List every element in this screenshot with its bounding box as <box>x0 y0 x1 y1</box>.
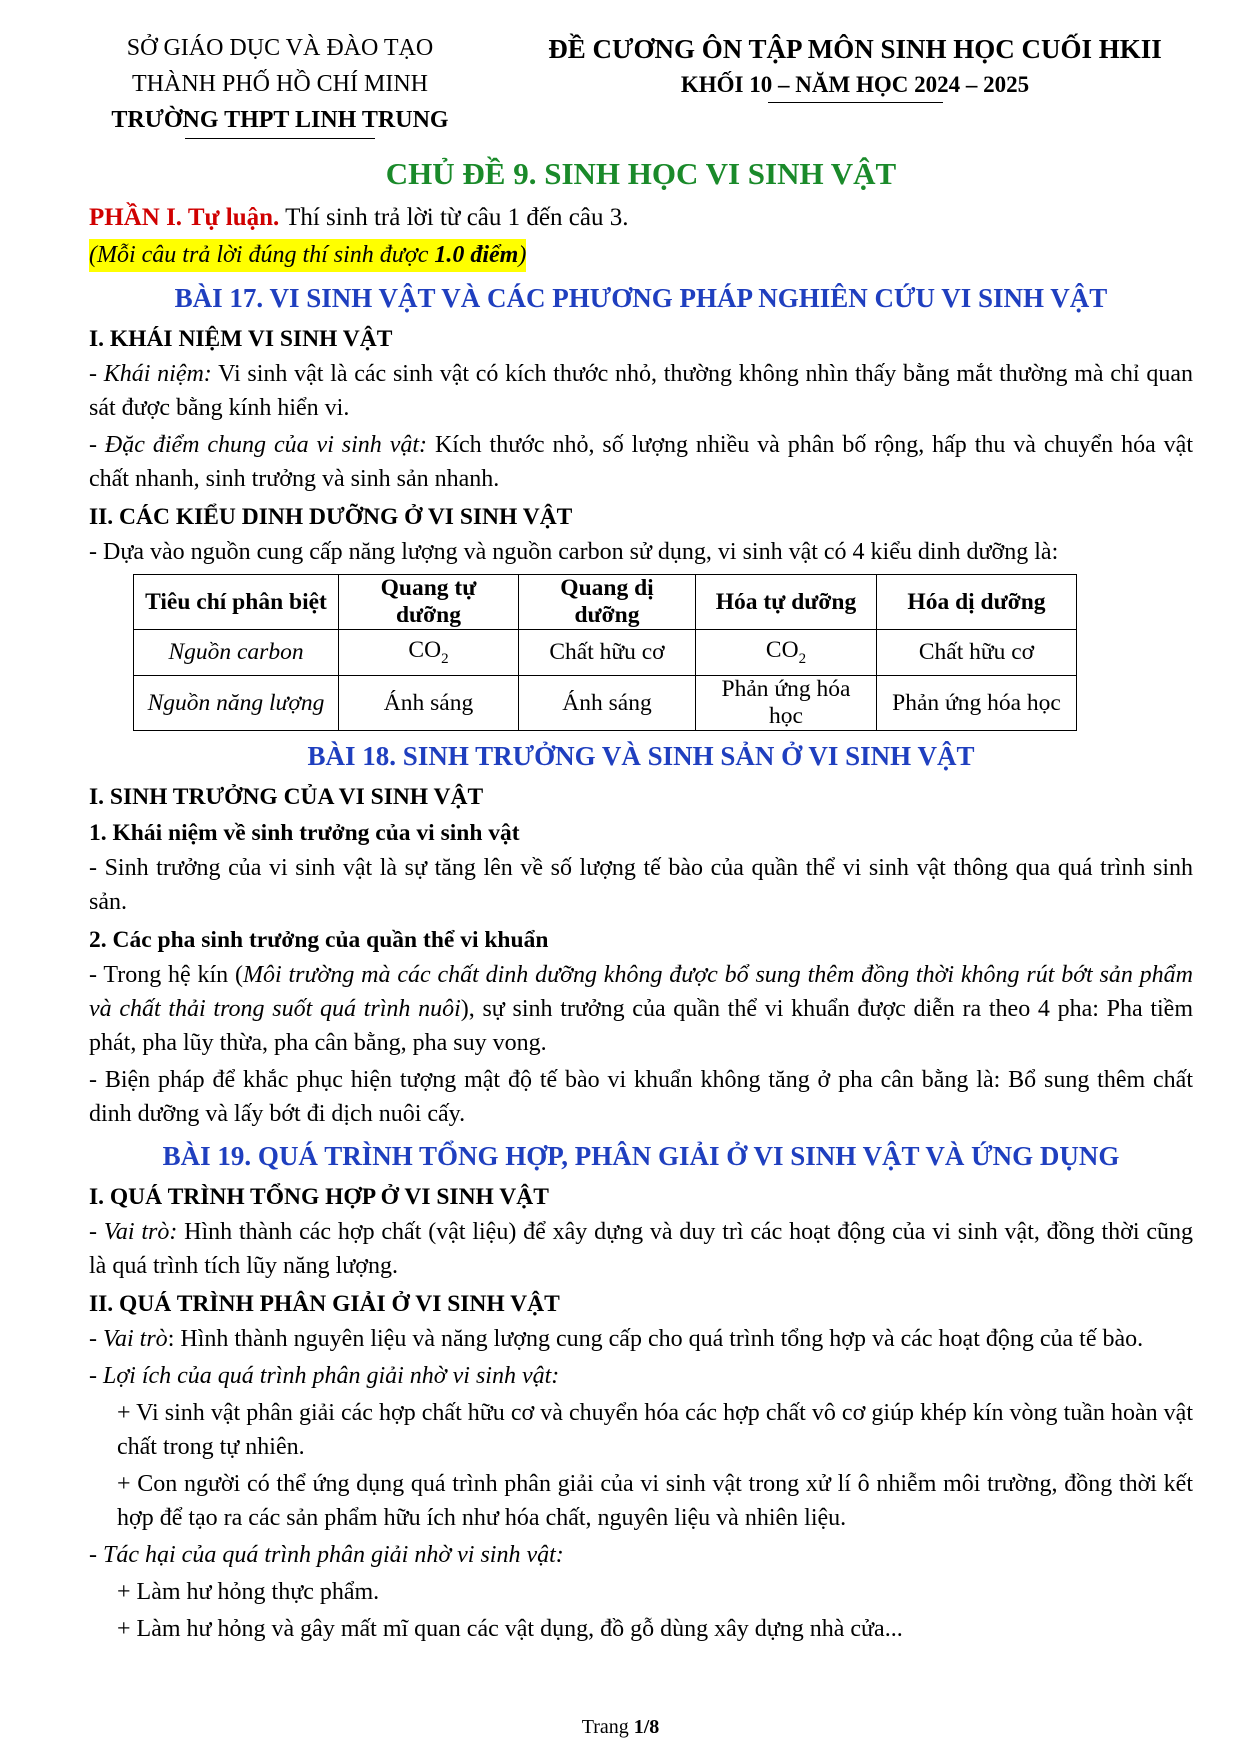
growth-phases-rest: ), sự sinh trưởng của quần thể vi khuẩn được diễn ra theo 4 pha: Pha tiềm phát, pha lũy thừa, pha cân bằng, pha suy vong. <box>89 996 1194 1056</box>
table-header-cell: Hóa dị dưỡng <box>877 575 1077 630</box>
table-cell: Chất hữu cơ <box>877 630 1077 676</box>
lesson-17-section-2-title: II. CÁC KIỂU DINH DƯỠNG Ở VI SINH VẬT <box>89 504 573 530</box>
table-header-cell: Quang tự dưỡng <box>339 575 519 630</box>
lesson-18-sub-1-title: 1. Khái niệm về sinh trưởng của vi sinh vật <box>89 820 520 846</box>
benefit-item: + Vi sinh vật phân giải các hợp chất hữu cơ và chuyển hóa các hợp chất vô cơ giúp khép kín vòng tuần hoàn vật chất trong tự nhiên. <box>117 1400 1193 1460</box>
table-row <box>134 676 1077 731</box>
table-header-cell: Quang dị dưỡng <box>519 575 696 630</box>
lesson-17-section-1-title: I. KHÁI NIỆM VI SINH VẬT <box>89 326 393 352</box>
table-row <box>134 630 1077 676</box>
dept-line-1: SỞ GIÁO DỤC VÀ ĐÀO TẠO <box>126 35 434 61</box>
decomposition-role-text: : Hình thành nguyên liệu và năng lượng cung cấp cho quá trình tổng hợp và các hoạt động của tế bào. <box>167 1326 1144 1352</box>
lesson-18-section-1-title: I. SINH TRƯỞNG CỦA VI SINH VẬT <box>89 784 484 810</box>
harm-item: + Làm hư hỏng và gây mất mĩ quan các vật dụng, đồ gỗ dùng xây dựng nhà cửa... <box>117 1616 903 1642</box>
decomposition-role-label: Vai trò <box>103 1326 168 1352</box>
table-header-cell: Hóa tự dưỡng <box>696 575 877 630</box>
stationary-phase-remedy: - Biện pháp để khắc phục hiện tượng mật độ tế bào vi khuẩn không tăng ở pha cân bằng là: Bổ sung thêm chất dinh dưỡng và lấy bớt đi dịch nuôi cấy. <box>89 1067 1193 1127</box>
harms-label: Tác hại của quá trình phân giải nhờ vi sinh vật: <box>103 1542 564 1568</box>
nutrition-types-table <box>133 574 1077 731</box>
lesson-17-concept: - Khái niệm: Vi sinh vật là các sinh vật có kích thước nhỏ, thường không nhìn thấy bằng mắt thường mà chỉ quan sát được bằng kính hiển vi. <box>89 361 1193 421</box>
table-header-row <box>134 575 1077 630</box>
document-body <box>89 150 1193 1649</box>
document-subtitle: KHỐI 10 – NĂM HỌC 2024 – 2025 <box>680 72 1030 97</box>
table-cell: Chất hữu cơ <box>519 630 696 676</box>
table-cell: Phản ứng hóa học <box>696 676 877 731</box>
header-department <box>60 30 500 139</box>
formula-subscript: 2 <box>441 651 449 667</box>
part-heading <box>89 198 1193 238</box>
page-number: 1/8 <box>633 1716 660 1738</box>
table-cell <box>339 630 519 676</box>
synthesis-role-label: Vai trò: <box>103 1219 178 1245</box>
concept-label: Khái niệm: <box>103 361 212 387</box>
part-note-line <box>89 238 1193 273</box>
harm-item: + Làm hư hỏng thực phẩm. <box>117 1579 380 1605</box>
concept-text: Vi sinh vật là các sinh vật có kích thước nhỏ, thường không nhìn thấy bằng mắt thường mà chỉ quan sát được bằng kính hiển vi. <box>89 361 1193 421</box>
formula-co: CO <box>765 637 799 663</box>
lesson-18-title: BÀI 18. SINH TRƯỞNG VÀ SINH SẢN Ở VI SINH VẬT <box>307 741 975 771</box>
lesson-19-title: BÀI 19. QUÁ TRÌNH TỔNG HỢP, PHÂN GIẢI Ở VI SINH VẬT VÀ ỨNG DỤNG <box>162 1141 1120 1171</box>
decomposition-role: - Vai trò: Hình thành nguyên liệu và năng lượng cung cấp cho quá trình tổng hợp và các hoạt động của tế bào. <box>89 1326 1144 1352</box>
features-text: Kích thước nhỏ, số lượng nhiều và phân bố rộng, hấp thu và chuyển hóa vật chất nhanh, sinh trưởng và sinh sản nhanh. <box>89 432 1193 492</box>
dept-line-2: THÀNH PHỐ HỒ CHÍ MINH <box>132 71 428 97</box>
page-footer <box>0 1716 1241 1739</box>
points-note-value: 1.0 điểm <box>434 242 519 268</box>
harms-heading: - Tác hại của quá trình phân giải nhờ vi sinh vật: <box>89 1542 564 1568</box>
growth-phases-lead: - Trong hệ kín ( <box>89 962 243 988</box>
benefits-label: Lợi ích của quá trình phân giải nhờ vi sinh vật: <box>103 1363 560 1389</box>
part-instruction: Thí sinh trả lời từ câu 1 đến câu 3. <box>279 204 629 231</box>
table-cell-criterion: Nguồn năng lượng <box>134 676 339 731</box>
table-cell: Phản ứng hóa học <box>877 676 1077 731</box>
topic-heading: CHỦ ĐỀ 9. SINH HỌC VI SINH VẬT <box>385 156 897 191</box>
table-cell-criterion: Nguồn carbon <box>134 630 339 676</box>
closed-system-definition: Môi trường mà các chất dinh dưỡng không được bổ sung thêm đồng thời không rút bớt sản phẩm và chất thải trong suốt quá trình nuôi <box>89 962 1193 1022</box>
growth-phases-text <box>89 958 1193 1060</box>
header-title <box>505 30 1205 103</box>
table-cell: Ánh sáng <box>519 676 696 731</box>
lesson-18-sub-2-title: 2. Các pha sinh trưởng của quần thể vi khuẩn <box>89 927 549 953</box>
benefits-heading: - Lợi ích của quá trình phân giải nhờ vi sinh vật: <box>89 1363 560 1389</box>
title-underline <box>768 102 943 103</box>
synthesis-role: - Vai trò: Hình thành các hợp chất (vật liệu) để xây dựng và duy trì các hoạt động của vi sinh vật, đồng thời cũng là quá trình tích lũy năng lượng. <box>89 1219 1194 1279</box>
lesson-17-title: BÀI 17. VI SINH VẬT VÀ CÁC PHƯƠNG PHÁP NGHIÊN CỨU VI SINH VẬT <box>174 283 1108 313</box>
lesson-19-section-2-title: II. QUÁ TRÌNH PHÂN GIẢI Ở VI SINH VẬT <box>89 1291 560 1317</box>
table-cell: Ánh sáng <box>339 676 519 731</box>
points-note-suffix: ) <box>518 242 527 268</box>
benefit-item: + Con người có thể ứng dụng quá trình phân giải của vi sinh vật trong xử lí ô nhiễm môi trường, đồng thời kết hợp để tạo ra các sản phẩm hữu ích như hóa chất, nguyên liệu và nhiên liệu. <box>117 1471 1193 1531</box>
synthesis-role-text: Hình thành các hợp chất (vật liệu) để xây dựng và duy trì các hoạt động của vi sinh vật, đồng thời cũng là quá trình tích lũy năng lượng. <box>89 1219 1194 1279</box>
lesson-17-features: - Đặc điểm chung của vi sinh vật: Kích thước nhỏ, số lượng nhiều và phân bố rộng, hấp thu và chuyển hóa vật chất nhanh, sinh trưởng và sinh sản nhanh. <box>89 432 1193 492</box>
page-label: Trang <box>581 1716 634 1738</box>
points-note <box>89 239 526 272</box>
table-header-cell: Tiêu chí phân biệt <box>134 575 339 630</box>
table-cell <box>696 630 877 676</box>
part-label: PHẦN I. Tự luận. <box>89 204 280 231</box>
growth-concept-text: - Sinh trưởng của vi sinh vật là sự tăng lên về số lượng tế bào của quần thể vi sinh vật thông qua quá trình sinh sản. <box>89 855 1193 915</box>
features-label: Đặc điểm chung của vi sinh vật: <box>104 432 428 458</box>
document-title: ĐỀ CƯƠNG ÔN TẬP MÔN SINH HỌC CUỐI HKII <box>548 34 1162 64</box>
points-note-prefix: (Mỗi câu trả lời đúng thí sinh được <box>89 242 435 268</box>
formula-subscript: 2 <box>798 651 807 667</box>
nutrition-intro: - Dựa vào nguồn cung cấp năng lượng và nguồn carbon sử dụng, vi sinh vật có 4 kiểu dinh dưỡng là: <box>89 539 1059 565</box>
formula-co: CO <box>408 637 442 663</box>
lesson-19-section-1-title: I. QUÁ TRÌNH TỔNG HỢP Ở VI SINH VẬT <box>89 1184 549 1210</box>
school-underline <box>185 138 375 139</box>
school-name: TRƯỜNG THPT LINH TRUNG <box>111 107 449 133</box>
